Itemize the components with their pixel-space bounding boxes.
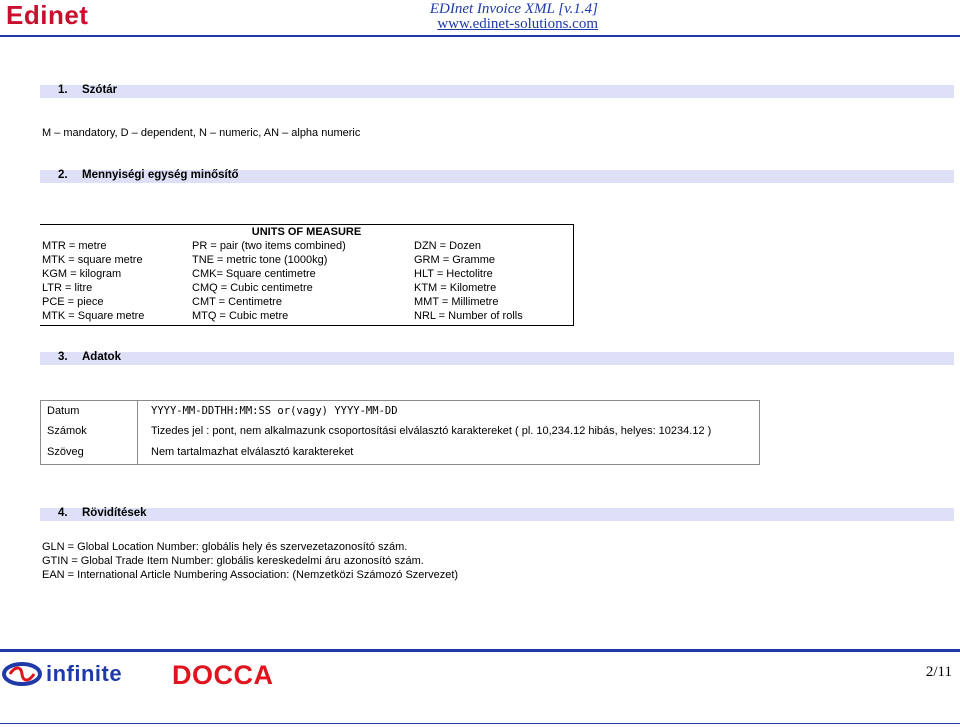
section-1-heading: [40, 85, 954, 98]
unit-cell: GRM = Gramme: [414, 254, 495, 266]
docca-brand-text: DOCCA: [172, 660, 274, 690]
section-3-number: 3.: [58, 351, 68, 363]
unit-cell: PR = pair (two items combined): [192, 240, 346, 252]
unit-cell: MTK = square metre: [42, 254, 143, 266]
page-number: 2/11: [925, 664, 952, 680]
unit-cell: MTR = metre: [42, 240, 107, 252]
unit-cell: NRL = Number of rolls: [414, 310, 523, 322]
abbreviation-item: GLN = Global Location Number: globális hely és szervezetazonosító szám.: [42, 541, 408, 553]
document-title: EDInet Invoice XML [v.1.4]: [429, 1, 598, 17]
section-1-number: 1.: [58, 84, 68, 96]
edinet-logo: Edinet: [6, 0, 89, 30]
header-divider: [0, 35, 960, 37]
infinite-logo-icon: [2, 662, 42, 686]
data-format-value: Tizedes jel : pont, nem alkalmazunk csoportosítási elválasztó karaktereket ( pl. 10,234.12 hibás, helyes: 10234.12 ): [151, 425, 712, 437]
data-format-value: Nem tartalmazhat elválasztó karaktereket: [151, 446, 354, 458]
section-2-title: Mennyiségi egység minősítő: [82, 169, 239, 181]
section-4-number: 4.: [58, 507, 68, 519]
unit-cell: LTR = litre: [42, 282, 93, 294]
unit-cell: PCE = piece: [42, 296, 104, 308]
abbreviation-item: GTIN = Global Trade Item Number: globális kereskedelmi áru azonosító szám.: [42, 555, 424, 567]
data-format-label: Szöveg: [47, 446, 84, 458]
unit-cell: KTM = Kilometre: [414, 282, 497, 294]
section-3-title: Adatok: [82, 351, 121, 363]
footer-bottom-rule: [0, 723, 960, 724]
unit-cell: MTK = Square metre: [42, 310, 145, 322]
infinite-brand-text: infinite: [46, 661, 123, 686]
data-format-value: YYYY-MM-DDTHH:MM:SS or(vagy) YYYY-MM-DD: [151, 405, 398, 417]
unit-cell: KGM = kilogram: [42, 268, 122, 280]
section-3-heading: [40, 352, 954, 365]
section-1-title: Szótár: [82, 84, 118, 96]
unit-cell: CMT = Centimetre: [192, 296, 282, 308]
unit-cell: CMK= Square centimetre: [192, 268, 316, 280]
data-format-label: Datum: [47, 405, 80, 417]
abbreviation-item: EAN = International Article Numbering Association: (Nemzetközi Számozó Szervezet): [42, 569, 459, 581]
unit-cell: CMQ = Cubic centimetre: [192, 282, 313, 294]
section-4-title: Rövidítések: [82, 507, 147, 519]
legend-text: M – mandatory, D – dependent, N – numeric, AN – alpha numeric: [42, 127, 361, 139]
units-table-header: UNITS OF MEASURE: [251, 226, 362, 238]
unit-cell: DZN = Dozen: [414, 240, 481, 252]
footer-divider: [0, 649, 960, 652]
website-link[interactable]: www.edinet-solutions.com: [437, 16, 598, 32]
unit-cell: TNE = metric tone (1000kg): [192, 254, 328, 266]
section-4-heading: [40, 508, 954, 521]
units-of-measure-table: [40, 224, 574, 326]
unit-cell: MMT = Millimetre: [414, 296, 499, 308]
unit-cell: MTQ = Cubic metre: [192, 310, 289, 322]
unit-cell: HLT = Hectolitre: [414, 268, 493, 280]
table-column-divider: [137, 401, 138, 464]
section-2-number: 2.: [58, 169, 68, 181]
section-2-heading: [40, 170, 954, 183]
data-format-label: Számok: [47, 425, 87, 437]
data-formats-table: [40, 400, 760, 465]
